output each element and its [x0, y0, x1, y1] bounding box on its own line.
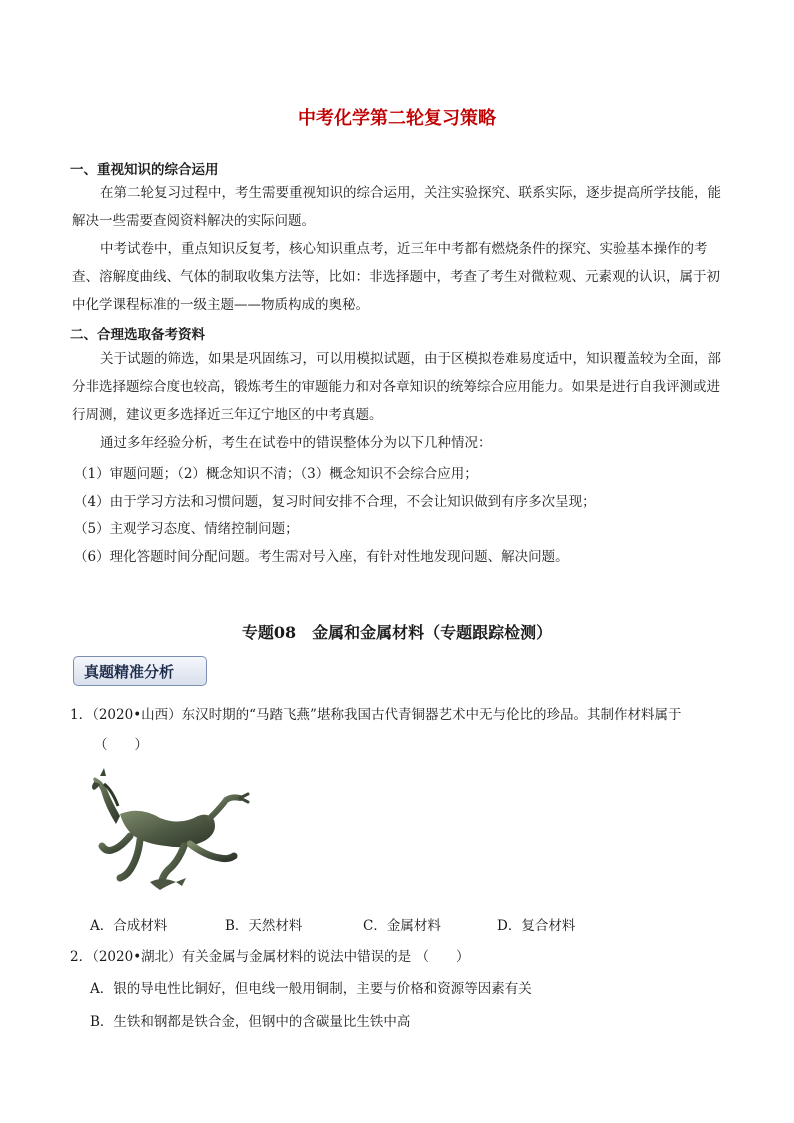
- bronze-horse-image: [90, 766, 250, 896]
- document-title: 中考化学第二轮复习策略: [298, 108, 496, 129]
- question-2-option-a: A．银的导电性比铜好，但电线一般用铜制，主要与价格和资源等因素有关: [90, 981, 532, 997]
- section-2-heading: 二、合理选取备考资料: [70, 327, 205, 343]
- question-1-stem: 1．（2020•山西）东汉时期的“马踏飞燕”堪称我国古代青铜器艺术中无与伦比的珍品。其制作材料属于: [70, 707, 682, 723]
- section-1-paragraph-2: 中考试卷中，重点知识反复考，核心知识重点考，近三年中考都有燃烧条件的探究、实验基本操作的考查、溶解度曲线、气体的制取收集方法等，比如：非选择题中，考查了考生对微粒观、元素观的认识，属于初中化学课程标准的一级主题——物质构成的奥秘。: [72, 241, 720, 313]
- question-1-option-b: B．天然材料: [225, 918, 303, 934]
- question-1-answer-blank: （ ）: [94, 737, 148, 753]
- section-2-paragraph-2: 通过多年经验分析，考生在试卷中的错误整体分为以下几种情况：: [100, 435, 492, 451]
- error-type-item: （5）主观学习态度、情绪控制问题；: [74, 521, 299, 537]
- question-1-option-c: C．金属材料: [363, 918, 441, 934]
- question-1-option-a: A．合成材料: [90, 918, 168, 934]
- section-1-paragraph-1: 在第二轮复习过程中，考生需要重视知识的综合运用，关注实验探究、联系实际，逐步提高所学技能，能解决一些需要查阅资料解决的实际问题。: [72, 185, 721, 229]
- question-1-option-d: D．复合材料: [497, 918, 576, 934]
- question-2-option-b: B．生铁和钢都是铁合金，但钢中的含碳量比生铁中高: [90, 1014, 411, 1030]
- section-badge-label: 真题精准分析: [84, 663, 175, 681]
- section-badge: [73, 656, 207, 686]
- topic-title: 专题08 金属和金属材料（专题跟踪检测）: [241, 623, 553, 642]
- question-2-stem: 2．（2020•湖北）有关金属与金属材料的说法中错误的是 （ ）: [70, 949, 470, 965]
- error-type-item: （1）审题问题；（2）概念知识不清；（3）概念知识不会综合应用；: [74, 466, 478, 482]
- section-1-heading: 一、重视知识的综合运用: [70, 162, 219, 178]
- error-type-item: （6）理化答题时间分配问题。考生需对号入座，有针对性地发现问题、解决问题。: [74, 549, 569, 565]
- error-type-item: （4）由于学习方法和习惯问题，复习时间安排不合理，不会让知识做到有序多次呈现；: [74, 494, 596, 510]
- section-2-paragraph-1: 关于试题的筛选，如果是巩固练习，可以用模拟试题，由于区模拟卷难易度适中，知识覆盖较为全面，部分非选择题综合度也较高，锻炼考生的审题能力和对各章知识的统筹综合应用能力。如果是进行自我评测或进行周测，建议更多选择近三年辽宁地区的中考真题。: [72, 351, 721, 423]
